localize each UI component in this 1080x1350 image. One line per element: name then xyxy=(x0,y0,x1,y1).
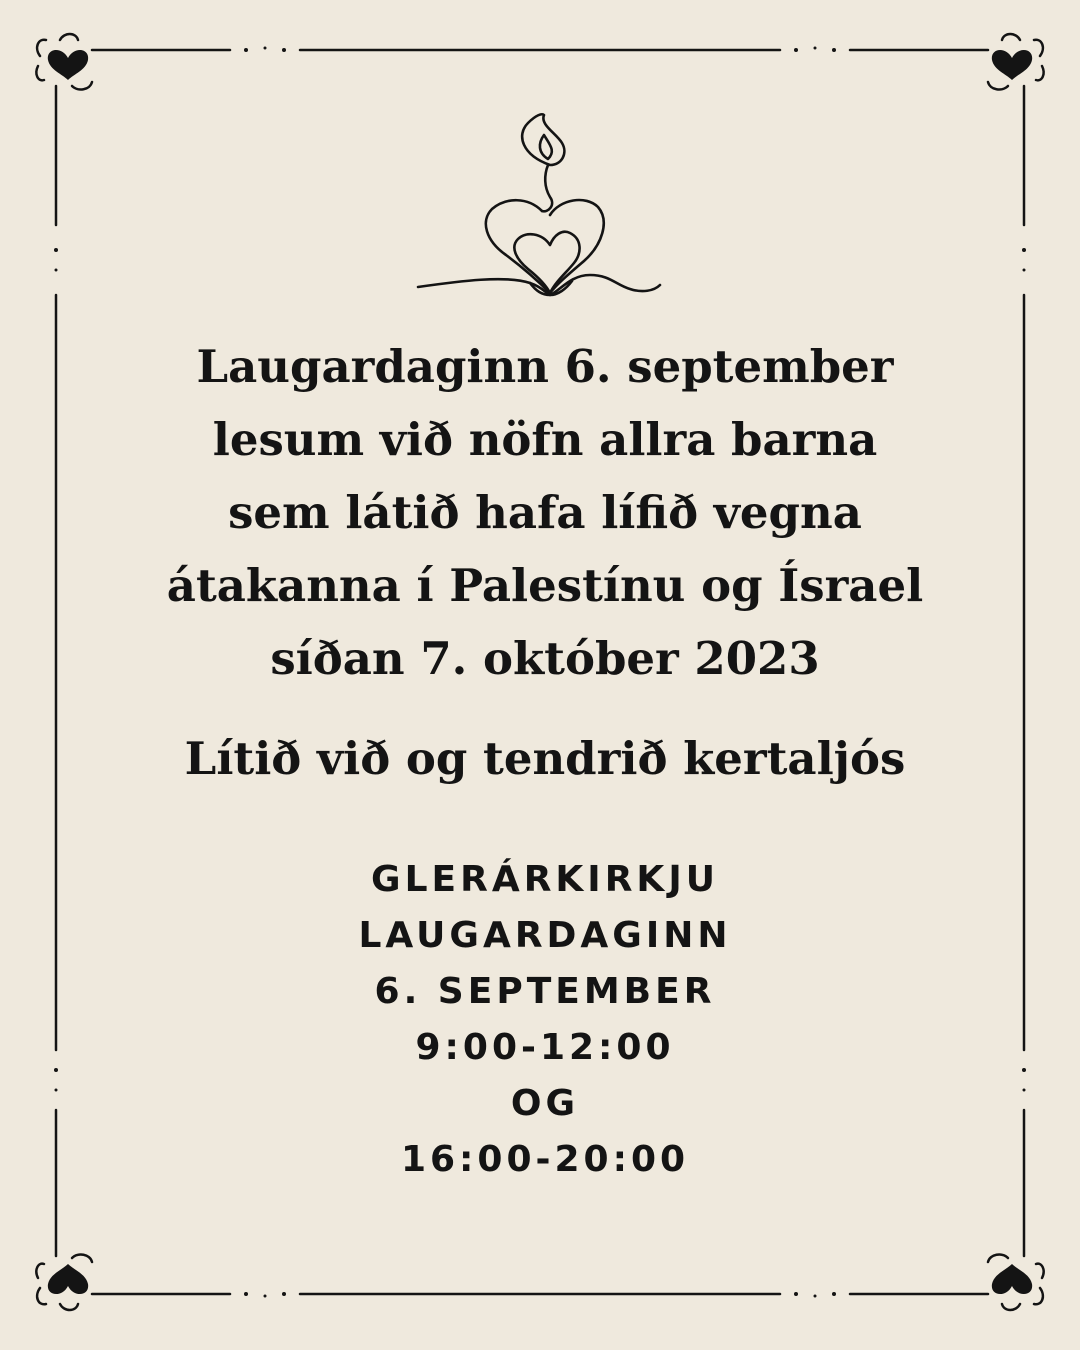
event-time-afternoon: 16:00-20:00 xyxy=(400,1139,690,1180)
message-line: átakanna í Palestínu og Ísrael xyxy=(166,559,924,612)
corner-ornament-bottom-left xyxy=(36,1255,92,1310)
message-line: lesum við nöfn allra barna xyxy=(212,413,878,466)
corner-ornament-top-right xyxy=(988,34,1044,89)
message-line: Laugardaginn 6. september xyxy=(196,340,894,393)
message-line: sem látið hafa lífið vegna xyxy=(228,486,862,539)
event-time-morning: 9:00-12:00 xyxy=(415,1027,675,1068)
message-line: síðan 7. október 2023 xyxy=(270,632,820,685)
invitation-text: Lítið við og tendrið kertaljós xyxy=(184,732,906,785)
event-day: LAUGARDAGINN xyxy=(358,915,732,956)
event-time-conjunction: OG xyxy=(510,1083,580,1124)
event-location: GLERÁRKIRKJU xyxy=(371,859,719,900)
event-details xyxy=(245,852,845,1188)
corner-ornament-bottom-right xyxy=(988,1255,1044,1310)
memorial-message xyxy=(120,330,970,695)
corner-ornament-top-left xyxy=(36,34,92,89)
event-date: 6. SEPTEMBER xyxy=(374,971,716,1012)
candle-heart-icon xyxy=(410,105,670,305)
